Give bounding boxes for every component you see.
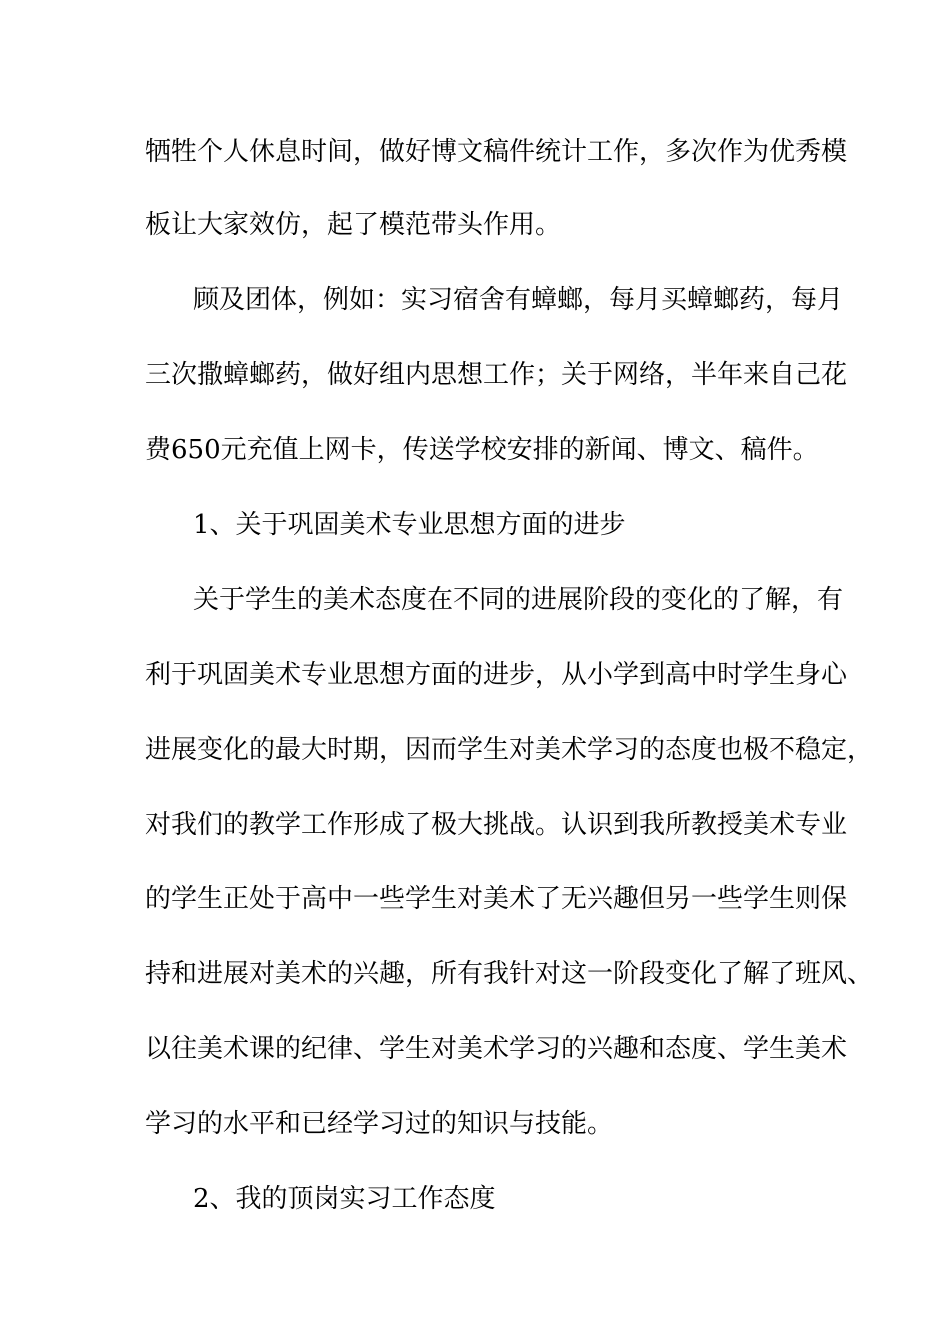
paragraph-line: 的学生正处于高中一些学生对美术了无兴趣但另一些学生则保: [145, 884, 848, 914]
paragraph-line: 关于学生的美术态度在不同的进展阶段的变化的了解，有: [193, 585, 844, 615]
section-heading: 2、我的顶岗实习工作态度: [193, 1184, 496, 1214]
paragraph-line: 持和进展对美术的兴趣，所有我针对这一阶段变化了解了班风、: [145, 959, 874, 989]
paragraph-line: 学习的水平和已经学习过的知识与技能。: [145, 1109, 614, 1139]
paragraph-line: 牺牲个人休息时间，做好博文稿件统计工作，多次作为优秀模: [145, 137, 848, 167]
paragraph-line: 三次撒蟑螂药，做好组内思想工作；关于网络，半年来自己花: [145, 360, 848, 390]
paragraph-line: 对我们的教学工作形成了极大挑战。认识到我所教授美术专业: [145, 810, 848, 840]
paragraph-line: 进展变化的最大时期，因而学生对美术学习的态度也极不稳定，: [145, 735, 874, 765]
paragraph-line: 利于巩固美术专业思想方面的进步，从小学到高中时学生身心: [145, 660, 848, 690]
paragraph-line: 以往美术课的纪律、学生对美术学习的兴趣和态度、学生美术: [145, 1034, 848, 1064]
paragraph-line: 顾及团体，例如：实习宿舍有蟑螂，每月买蟑螂药，每月: [193, 285, 844, 315]
paragraph-line: 费650元充值上网卡，传送学校安排的新闻、博文、稿件。: [145, 435, 819, 465]
section-heading: 1、关于巩固美术专业思想方面的进步: [193, 510, 626, 540]
paragraph-line: 板让大家效仿，起了模范带头作用。: [145, 210, 562, 240]
